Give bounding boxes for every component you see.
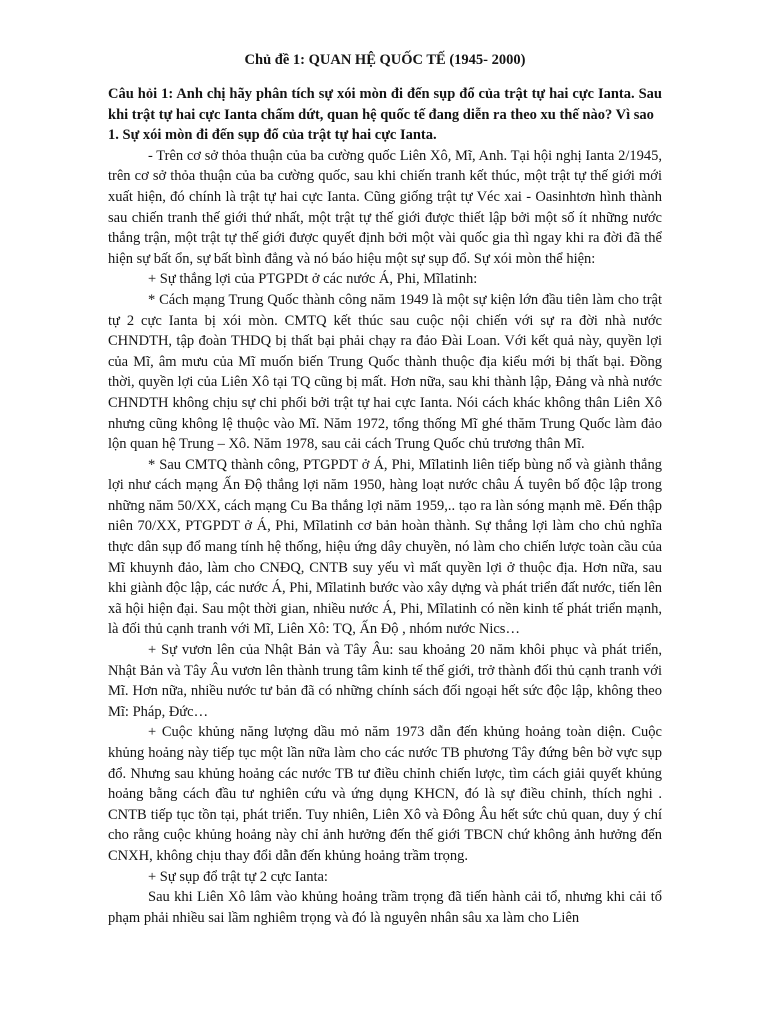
- paragraph-china-revolution: * Cách mạng Trung Quốc thành công năm 1949 là một sự kiện lớn đầu tiên làm cho trật tự 2 cực Ianta bị xói mòn. CMTQ kết thúc sau cuộc nội chiến với sự ra đời nhà nước CHNDTH, tập đoàn THDQ bị thất bại phải chạy ra đảo Đài Loan. Với kết quả này, quyền lợi của Mĩ, âm mưu của Mĩ muốn biến Trung Quốc thành thuộc địa kiểu mới bị thất bại. Đồng thời, quyền lợi của Liên Xô tại TQ cũng bị mất. Hơn nữa, sau khi thành lập, Đảng và nhà nước CHNDTH không chịu sự chi phối bởi trật tự hai cực Ianta. Nói cách khác không thân Liên Xô nhưng cũng không lệ thuộc vào Mĩ. Năm 1972, tổng thống Mĩ ghé thăm Trung Quốc làm đảo lộn quan hệ Trung – Xô. Năm 1978, sau cải cách Trung Quốc chủ trương thân Mĩ.: [108, 291, 662, 453]
- paragraph-point-liberation: + Sự thắng lợi của PTGPDt ở các nước Á, Phi, Mĩlatinh:: [148, 271, 478, 288]
- paragraph-soviet-reform: Sau khi Liên Xô lâm vào khủng hoảng trầm trọng đã tiến hành cải tổ, nhưng khi cải tổ phạm phải nhiều sai lầm nghiêm trọng và đó là nguyên nhân sâu xa làm cho Liên: [108, 889, 662, 926]
- paragraph-japan-western-europe: + Sự vươn lên của Nhật Bản và Tây Âu: sau khoảng 20 năm khôi phục và phát triển, Nhật Bản và Tây Âu vươn lên thành trung tâm kinh tế thế giới, trở thành đối thủ cạnh tranh với Mĩ. Hơn nữa, nhiều nước tư bản đã có những chính sách đối ngoại hết sức độc lập, không theo Mĩ: Pháp, Đức…: [108, 642, 662, 720]
- paragraph-point-collapse: + Sự sụp đổ trật tự 2 cực Ianta:: [148, 868, 328, 885]
- section-heading: 1. Sự xói mòn đi đến sụp đổ của trật tự hai cực Ianta.: [108, 127, 437, 144]
- question-heading: Câu hỏi 1: Anh chị hãy phân tích sự xói mòn đi đến sụp đổ của trật tự hai cực Ianta. Sau khi trật tự hai cực Ianta chấm dứt, quan hệ quốc tế đang diễn ra theo xu thế nào? Vì sao: [108, 86, 662, 123]
- paragraph-intro: - Trên cơ sở thỏa thuận của ba cường quốc Liên Xô, Mĩ, Anh. Tại hội nghị Ianta 2/1945, trên cơ sở thỏa thuận của ba cường quốc, sau khi chiến tranh kết thúc, một trật tự thế giới mới xuất hiện, đó chính là trật tự hai cực Ianta. Cũng giống trật tự Véc xai - Oasinhtơn hình thành sau chiến tranh thế giới thứ nhất, một trật tự thế giới được thiết lập bởi một số ít những nước thắng trận, một trật tự thế giới được quyết định bởi một vài quốc gia thì ngay khi ra đời đã thể hiện sự bất ổn, sự bất bình đẳng và nó báo hiệu một sự sụp đổ. Sự xói mòn thể hiện:: [108, 147, 662, 267]
- paragraph-oil-crisis: + Cuộc khủng năng lượng dầu mỏ năm 1973 dẫn đến khủng hoảng toàn diện. Cuộc khủng hoảng này tiếp tục một lần nữa làm cho các nước TB phương Tây đứng bên bờ vực sụp đổ. Nhưng sau khủng hoảng các nước TB tư điều chỉnh chiến lược, tìm cách giải quyết khủng hoảng bằng cách đầu tư nghiên cứu và ứng dụng KHCN, đó là sự điều chỉnh, thích nghi . CNTB tiếp tục tồn tại, phát triển. Tuy nhiên, Liên Xô và Đông Âu hết sức chủ quan, duy ý chí cho rằng cuộc khủng hoảng này chỉ ảnh hưởng đến thế giới TBCN chứ không ảnh hưởng đến CNXH, không chịu thay đổi dẫn đến khủng hoảng trầm trọng.: [108, 724, 662, 864]
- paragraph-national-liberation: * Sau CMTQ thành công, PTGPDT ở Á, Phi, Mĩlatinh liên tiếp bùng nổ và giành thắng lợi như cách mạng Ấn Độ thắng lợi năm 1950, hàng loạt nước châu Á tuyên bố độc lập trong những năm 50/XX, cách mạng Cu Ba thắng lợi năm 1959,.. tạo ra làn sóng mạnh mẽ. Đến thập niên 70/XX, PTGPDT ở Á, Phi, Mĩlatinh cơ bản hoàn thành. Sự thắng lợi làm cho chủ nghĩa thực dân sụp đổ mang tính hệ thống, hiệu ứng dây chuyền, nó làm cho chiến lược toàn cầu của Mĩ khuynh đảo, làm cho CNĐQ, CNTB suy yếu vì mất quyền lợi ở thuộc địa. Hơn nữa, sau khi giành độc lập, các nước Á, Phi, Mĩlatinh bước vào xây dựng và phát triển đất nước, tiến lên xã hội hiện đại. Sau một thời gian, nhiều nước Á, Phi, Mĩlatinh có nền kinh tế phát triển mạnh, là đối thủ cạnh tranh với Mĩ, Liên Xô: TQ, Ấn Độ , nhóm nước Nics…: [108, 456, 662, 638]
- document-body: [108, 50, 662, 928]
- document-title: Chủ đề 1: QUAN HỆ QUỐC TẾ (1945- 2000): [244, 52, 526, 68]
